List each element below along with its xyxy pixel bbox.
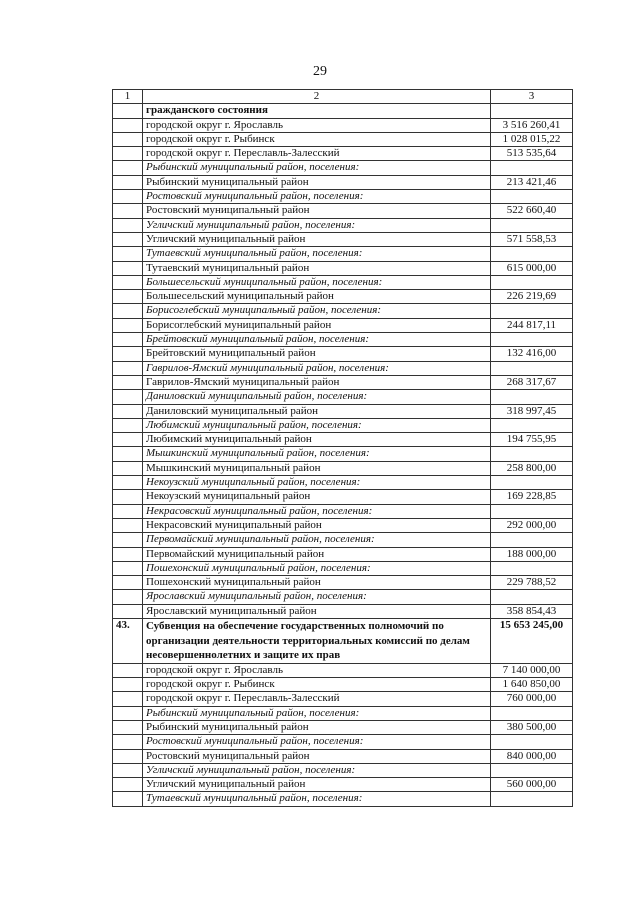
row-label: Борисоглебский муниципальный район (143, 318, 491, 332)
row-number: 43. (113, 618, 143, 663)
row-label: городской округ г. Рыбинск (143, 678, 491, 692)
row-label: Угличский муниципальный район (143, 778, 491, 792)
row-number (113, 678, 143, 692)
row-amount: 188 000,00 (491, 547, 573, 561)
row-number (113, 735, 143, 749)
row-amount (491, 333, 573, 347)
budget-table (112, 89, 573, 807)
row-number (113, 104, 143, 118)
row-number (113, 218, 143, 232)
row-number (113, 390, 143, 404)
table-row (113, 547, 573, 561)
table-row (113, 735, 573, 749)
row-amount: 522 660,40 (491, 204, 573, 218)
table-row (113, 663, 573, 677)
row-number (113, 232, 143, 246)
row-amount: 292 000,00 (491, 518, 573, 532)
row-label: Ростовский муниципальный район, поселения: (143, 735, 491, 749)
table-row (113, 618, 573, 663)
row-label: Брейтовский муниципальный район, поселения: (143, 333, 491, 347)
row-label: Тутаевский муниципальный район (143, 261, 491, 275)
table-row (113, 361, 573, 375)
table-row (113, 461, 573, 475)
table-row (113, 447, 573, 461)
row-number (113, 792, 143, 806)
row-label: Первомайский муниципальный район, поселения: (143, 533, 491, 547)
row-label: городской округ г. Ярославль (143, 118, 491, 132)
row-amount (491, 104, 573, 118)
table-row (113, 706, 573, 720)
row-amount: 615 000,00 (491, 261, 573, 275)
row-amount (491, 533, 573, 547)
row-amount: 318 997,45 (491, 404, 573, 418)
table-row (113, 749, 573, 763)
row-label: Ростовский муниципальный район (143, 749, 491, 763)
page-number: 29 (313, 64, 327, 79)
row-label: Субвенция на обеспечение государственных полномочий по организации деятельности территориальных комиссий по делам несовершеннолетних и защите их прав (143, 618, 491, 663)
row-number (113, 749, 143, 763)
row-label: Любимский муниципальный район, поселения: (143, 418, 491, 432)
row-label: Тутаевский муниципальный район, поселения: (143, 792, 491, 806)
row-amount: 268 317,67 (491, 375, 573, 389)
row-label: Даниловский муниципальный район, поселения: (143, 390, 491, 404)
row-label: Некоузский муниципальный район, поселения: (143, 476, 491, 490)
table-row (113, 375, 573, 389)
row-amount (491, 161, 573, 175)
table-row (113, 418, 573, 432)
row-label: Гаврилов-Ямский муниципальный район, поселения: (143, 361, 491, 375)
row-number (113, 447, 143, 461)
table-row (113, 232, 573, 246)
row-label: Некрасовский муниципальный район, поселения: (143, 504, 491, 518)
row-amount: 513 535,64 (491, 147, 573, 161)
table-row (113, 318, 573, 332)
row-label: Ростовский муниципальный район (143, 204, 491, 218)
row-label: Пошехонский муниципальный район, поселения: (143, 561, 491, 575)
table-row (113, 476, 573, 490)
row-number (113, 692, 143, 706)
row-amount: 226 219,69 (491, 290, 573, 304)
row-number (113, 333, 143, 347)
row-label: Даниловский муниципальный район (143, 404, 491, 418)
row-amount (491, 304, 573, 318)
row-number (113, 261, 143, 275)
row-number (113, 433, 143, 447)
row-amount: 571 558,53 (491, 232, 573, 246)
row-label: Брейтовский муниципальный район (143, 347, 491, 361)
table-row (113, 490, 573, 504)
table-row (113, 533, 573, 547)
row-amount (491, 447, 573, 461)
row-amount (491, 218, 573, 232)
row-amount (491, 418, 573, 432)
row-number (113, 147, 143, 161)
table-row (113, 147, 573, 161)
row-number (113, 518, 143, 532)
row-number (113, 175, 143, 189)
table-row (113, 261, 573, 275)
row-amount: 194 755,95 (491, 433, 573, 447)
row-number (113, 461, 143, 475)
row-amount: 213 421,46 (491, 175, 573, 189)
row-number (113, 663, 143, 677)
row-label: Большесельский муниципальный район, поселения: (143, 275, 491, 289)
row-amount (491, 735, 573, 749)
table-row (113, 247, 573, 261)
row-number (113, 404, 143, 418)
row-number (113, 763, 143, 777)
row-amount (491, 275, 573, 289)
row-label: Гаврилов-Ямский муниципальный район (143, 375, 491, 389)
row-amount: 132 416,00 (491, 347, 573, 361)
row-label: Ярославский муниципальный район, поселения: (143, 590, 491, 604)
row-number (113, 304, 143, 318)
row-label: Рыбинский муниципальный район (143, 175, 491, 189)
row-number (113, 547, 143, 561)
table-row (113, 720, 573, 734)
row-number (113, 118, 143, 132)
row-number (113, 778, 143, 792)
table-row (113, 118, 573, 132)
row-number (113, 161, 143, 175)
row-number (113, 604, 143, 618)
table-row (113, 604, 573, 618)
row-label: Угличский муниципальный район (143, 232, 491, 246)
row-label: Некоузский муниципальный район (143, 490, 491, 504)
row-amount: 840 000,00 (491, 749, 573, 763)
row-number (113, 490, 143, 504)
table-row (113, 763, 573, 777)
row-amount: 358 854,43 (491, 604, 573, 618)
row-label: Любимский муниципальный район (143, 433, 491, 447)
row-number (113, 361, 143, 375)
row-amount (491, 390, 573, 404)
header-col-3: 3 (491, 90, 573, 104)
row-label: Мышкинский муниципальный район (143, 461, 491, 475)
row-label: городской округ г. Переславль-Залесский (143, 147, 491, 161)
row-label: гражданского состояния (143, 104, 491, 118)
table-row (113, 778, 573, 792)
row-amount (491, 561, 573, 575)
table-row (113, 333, 573, 347)
row-number (113, 275, 143, 289)
row-label: Большесельский муниципальный район (143, 290, 491, 304)
table-row (113, 347, 573, 361)
table-row (113, 275, 573, 289)
row-label: Тутаевский муниципальный район, поселения: (143, 247, 491, 261)
row-number (113, 318, 143, 332)
row-amount (491, 361, 573, 375)
table-row (113, 132, 573, 146)
table-row (113, 792, 573, 806)
row-amount: 7 140 000,00 (491, 663, 573, 677)
table-row (113, 304, 573, 318)
row-number (113, 375, 143, 389)
row-amount: 258 800,00 (491, 461, 573, 475)
row-number (113, 190, 143, 204)
row-number (113, 720, 143, 734)
row-amount (491, 247, 573, 261)
row-amount: 380 500,00 (491, 720, 573, 734)
row-amount (491, 590, 573, 604)
row-label: Угличский муниципальный район, поселения: (143, 218, 491, 232)
row-number (113, 418, 143, 432)
row-number (113, 504, 143, 518)
table-row (113, 576, 573, 590)
row-label: Угличский муниципальный район, поселения: (143, 763, 491, 777)
row-amount (491, 763, 573, 777)
row-label: Мышкинский муниципальный район, поселения: (143, 447, 491, 461)
row-amount: 560 000,00 (491, 778, 573, 792)
row-number (113, 247, 143, 261)
row-amount: 1 028 015,22 (491, 132, 573, 146)
row-number (113, 706, 143, 720)
table-row (113, 590, 573, 604)
table-row (113, 104, 573, 118)
row-label: Пошехонский муниципальный район (143, 576, 491, 590)
row-number (113, 476, 143, 490)
row-label: Рыбинский муниципальный район (143, 720, 491, 734)
row-label: Первомайский муниципальный район (143, 547, 491, 561)
table-row (113, 218, 573, 232)
row-label: Ярославский муниципальный район (143, 604, 491, 618)
table-row (113, 678, 573, 692)
row-number (113, 533, 143, 547)
row-label: городской округ г. Рыбинск (143, 132, 491, 146)
row-amount: 244 817,11 (491, 318, 573, 332)
row-amount (491, 706, 573, 720)
row-number (113, 132, 143, 146)
table-row (113, 561, 573, 575)
row-number (113, 290, 143, 304)
table-body (113, 104, 573, 806)
row-amount: 15 653 245,00 (491, 618, 573, 663)
row-amount: 1 640 850,00 (491, 678, 573, 692)
row-amount: 229 788,52 (491, 576, 573, 590)
row-label: Рыбинский муниципальный район, поселения: (143, 161, 491, 175)
table-row (113, 190, 573, 204)
row-label: городской округ г. Ярославль (143, 663, 491, 677)
table-row (113, 404, 573, 418)
row-label: Рыбинский муниципальный район, поселения: (143, 706, 491, 720)
row-amount (491, 190, 573, 204)
row-label: Борисоглебский муниципальный район, поселения: (143, 304, 491, 318)
table-row (113, 518, 573, 532)
row-number (113, 204, 143, 218)
row-number (113, 576, 143, 590)
row-amount: 760 000,00 (491, 692, 573, 706)
header-col-1: 1 (113, 90, 143, 104)
row-amount: 169 228,85 (491, 490, 573, 504)
row-label: Ростовский муниципальный район, поселения: (143, 190, 491, 204)
header-col-2: 2 (143, 90, 491, 104)
row-number (113, 590, 143, 604)
row-label: городской округ г. Переславль-Залесский (143, 692, 491, 706)
row-label: Некрасовский муниципальный район (143, 518, 491, 532)
table-row (113, 204, 573, 218)
table-row (113, 433, 573, 447)
table-row (113, 161, 573, 175)
table-row (113, 504, 573, 518)
row-amount (491, 792, 573, 806)
table-row (113, 390, 573, 404)
row-number (113, 347, 143, 361)
table-header-row (113, 90, 573, 104)
row-amount: 3 516 260,41 (491, 118, 573, 132)
row-number (113, 561, 143, 575)
table-row (113, 692, 573, 706)
table-row (113, 290, 573, 304)
row-amount (491, 476, 573, 490)
table-row (113, 175, 573, 189)
row-amount (491, 504, 573, 518)
